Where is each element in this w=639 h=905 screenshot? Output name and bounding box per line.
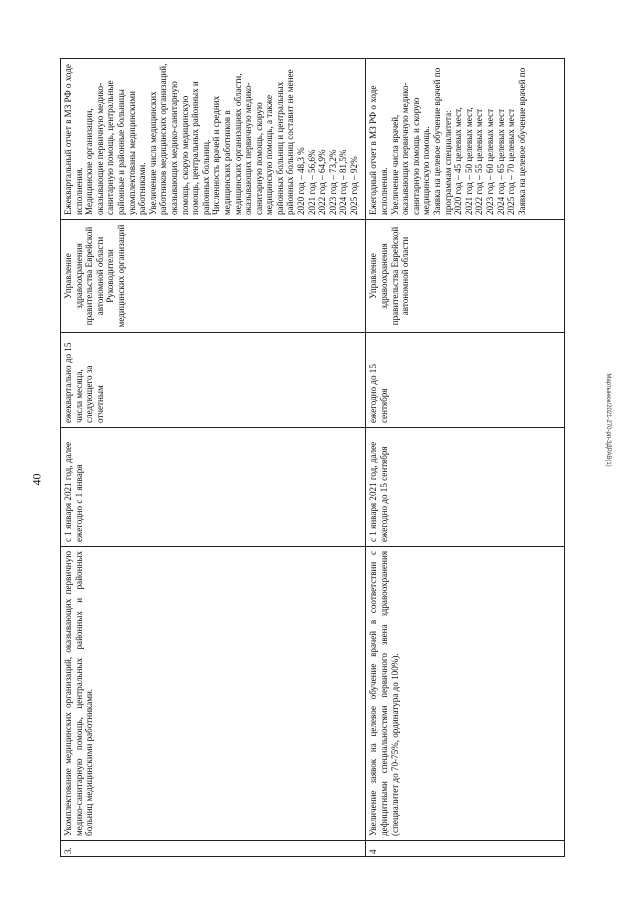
indicator-line: Медицинские организации, оказывающие первичную медико-санитарную помощь, центральные районные и районные больницы укомплектованы медицинскими работниками. xyxy=(84,80,148,215)
indicator-cell xyxy=(366,59,564,219)
periodicity-text: ежеквартально до 15 числа месяца, следующего за отчетным xyxy=(61,332,365,427)
indicator-cell xyxy=(61,59,365,219)
indicator-line: 2024 год – 65 целевых мест xyxy=(495,108,506,215)
responsible-text: Управление здравоохранения правительства Еврейской автономной области Руководители медицинских организаций xyxy=(61,219,365,332)
indicator-line: Численность врачей и средних медицинских работников в медицинских организациях области, оказывающих первичную медико-санитарную помощь, скорую медицинскую помощь, а также районных больниц и центральных районных больниц составит не менее xyxy=(211,69,296,215)
indicator-line: 2020 год – 45 целевых мест, xyxy=(453,107,464,215)
indicator-line: Заявка на целевое обучение врачей по xyxy=(516,67,527,215)
indicator-line: 2020 год – 48,3 % xyxy=(296,147,307,215)
measure-text: Увеличение заявок на целевое обучение врачей в соответствии с дефицитными специальностями первичного звена здравоохранения (специалитет до 70-75%, ординатура до 100%). xyxy=(366,546,564,840)
indicator-line: Ежегодный отчет в МЗ РФ о ходе исполнения. xyxy=(368,85,389,215)
deadline-text: с 1 января 2021 год, далее ежегодно до 15 сентября xyxy=(366,427,564,546)
table-row xyxy=(366,58,565,857)
indicator-line: 2025 год – 92% xyxy=(349,156,360,215)
deadline-text: с 1 января 2021 год, далее ежегодно с 1 января xyxy=(61,427,365,546)
table-row xyxy=(60,58,366,857)
indicator-line: Увеличение числа врачей, оказывающих первичную медико-санитарную помощь и скорую медицинскую помощь. xyxy=(389,82,432,215)
rotated-table-frame xyxy=(60,58,565,857)
row-number: 4 xyxy=(366,840,564,856)
measures-table xyxy=(60,58,565,857)
measure-text: Укомплектование медицинских организаций, оказывающих первичную медико-санитарную помощь, центральных районных и районных больниц медицинскими работниками. xyxy=(61,546,365,840)
periodicity-text: ежегодно до 15 сентября xyxy=(366,332,564,427)
row-number: 3. xyxy=(61,840,365,856)
indicator-line: 2021 год – 50 целевых мест, xyxy=(463,107,474,215)
indicator-line: 2023 год – 60 целевых мест xyxy=(484,108,495,215)
indicator-line: 2022 год – 64,9% xyxy=(317,149,328,215)
responsible-text: Управление здравоохранения правительства Еврейской автономной области xyxy=(366,219,564,332)
indicator-line: 2023 год – 73,2% xyxy=(327,149,338,215)
indicator-line: Увеличение числа медицинских работников медицинских организаций, оказывающих медико-санитарную помощь, скорую медицинскую помощь, центральных районных и районных больниц. xyxy=(147,63,211,215)
indicator-line: Заявка на целевое обучение врачей по программам специалитета: xyxy=(431,67,453,215)
footer-code-text: Мартынюк/2021-270-рп-ЗДРАВ(1) xyxy=(605,373,611,467)
page-number: 40 xyxy=(29,473,44,486)
indicator-line: 2021 год – 56,6% xyxy=(306,149,317,215)
indicator-line: 2024 год – 81,5% xyxy=(338,149,349,215)
indicator-line: 2025 год – 70 целевых мест xyxy=(506,108,517,215)
indicator-line: Ежеквартальный отчет в МЗ РФ о ходе исполнения. xyxy=(63,64,84,215)
indicator-line: 2022 год – 55 целевых мест xyxy=(474,108,485,215)
